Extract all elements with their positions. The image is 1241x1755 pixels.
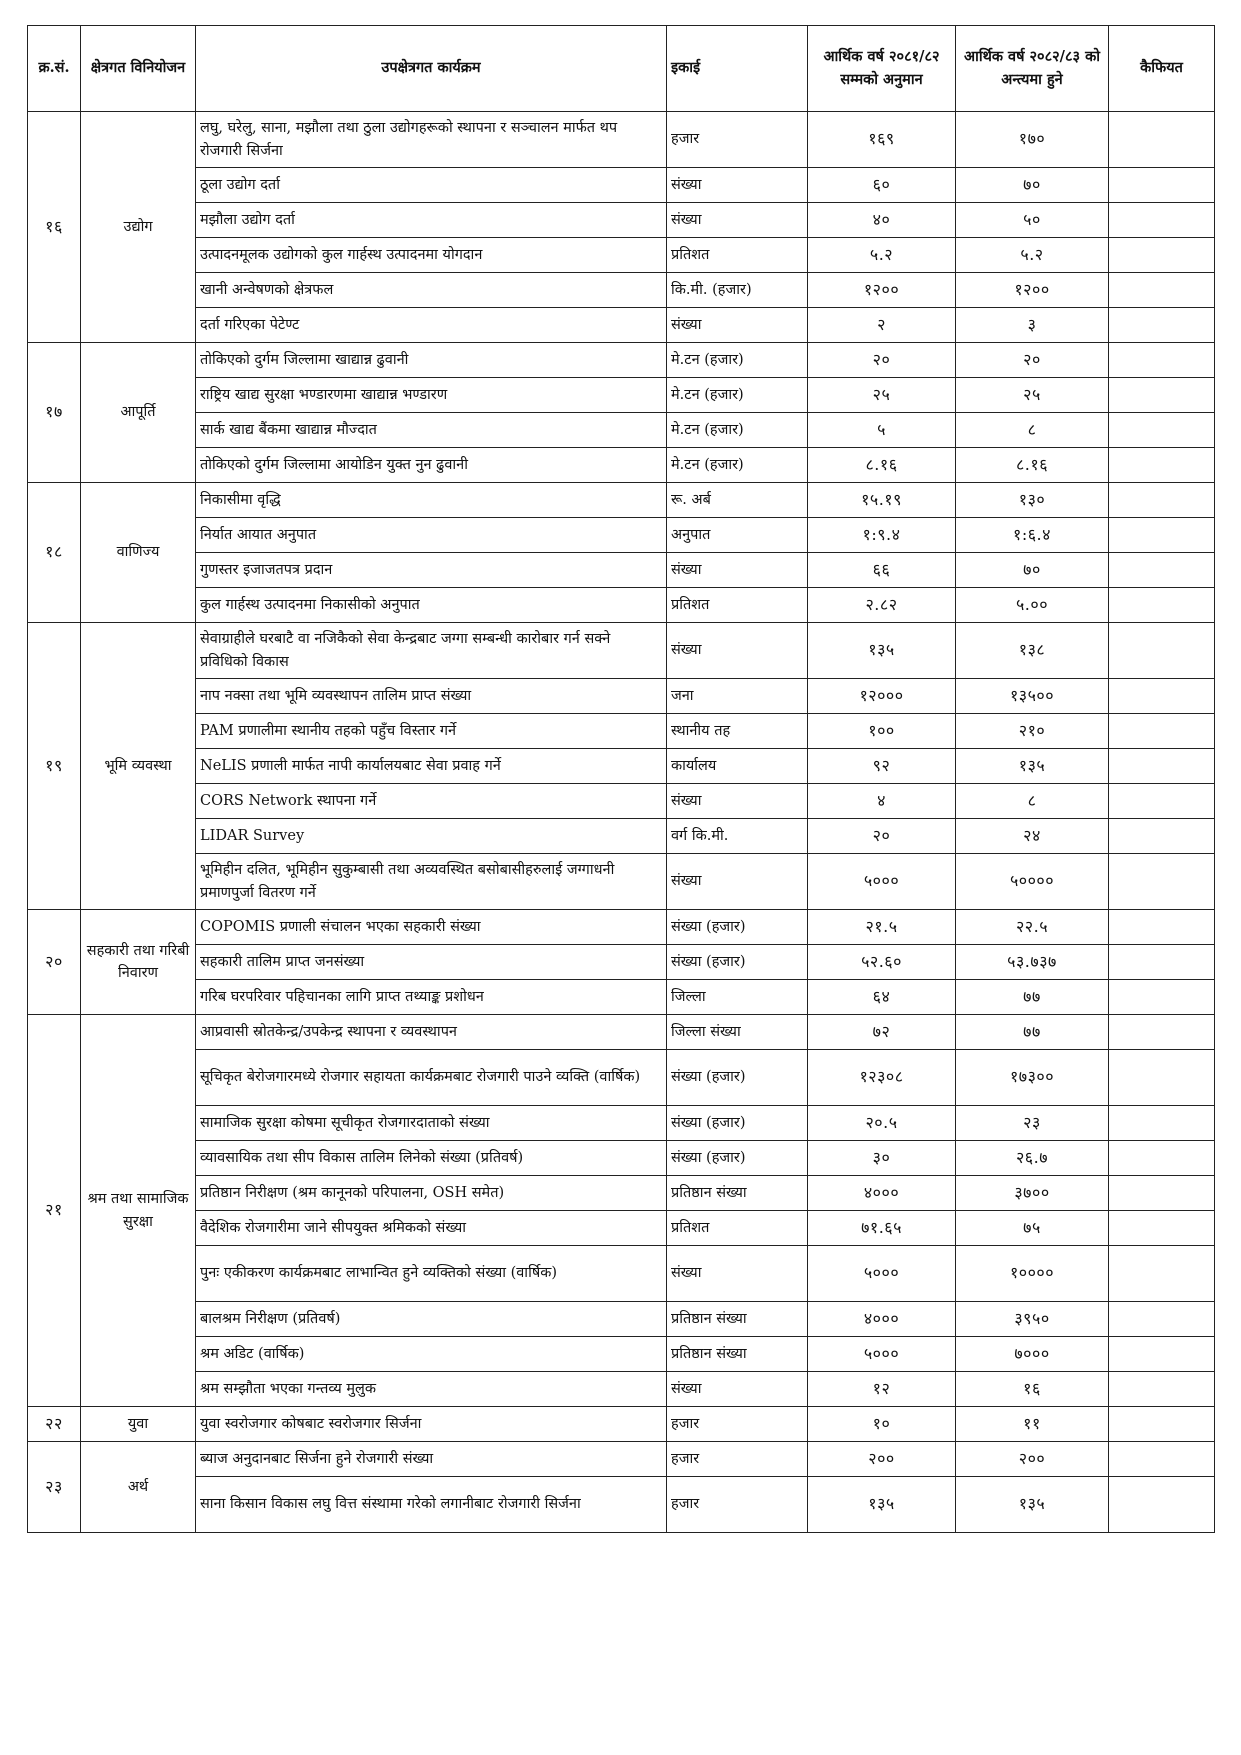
program-name: कुल गार्हस्थ उत्पादनमा निकासीको अनुपात — [196, 588, 667, 623]
remarks-cell — [1109, 343, 1215, 378]
program-name: साना किसान विकास लघु वित्त संस्थामा गरेको लगानीबाट रोजगारी सिर्जना — [196, 1477, 667, 1533]
table-row — [28, 1211, 1215, 1246]
remarks-cell — [1109, 1141, 1215, 1176]
program-name: सेवाग्राहीले घरबाटै वा नजिकैको सेवा केन्द्रबाट जग्गा सम्बन्धी कारोबार गर्न सक्ने प्रविधिको विकास — [196, 623, 667, 679]
target-value: ७० — [956, 168, 1109, 203]
target-value: २० — [956, 343, 1109, 378]
target-value: ७७ — [956, 980, 1109, 1015]
remarks-cell — [1109, 1407, 1215, 1442]
estimate-value: ५२.६० — [808, 945, 956, 980]
table-row — [28, 749, 1215, 784]
remarks-cell — [1109, 448, 1215, 483]
remarks-cell — [1109, 1372, 1215, 1407]
remarks-cell — [1109, 714, 1215, 749]
program-name: PAM प्रणालीमा स्थानीय तहको पहुँच विस्तार गर्ने — [196, 714, 667, 749]
header-sector: क्षेत्रगत विनियोजन — [81, 26, 196, 112]
sector-name: वाणिज्य — [81, 483, 196, 623]
unit-cell: हजार — [667, 1442, 808, 1477]
remarks-cell — [1109, 553, 1215, 588]
unit-cell: जिल्ला संख्या — [667, 1015, 808, 1050]
table-row — [28, 1337, 1215, 1372]
header-target: आर्थिक वर्ष २०८२/८३ को अन्त्यमा हुने — [956, 26, 1109, 112]
program-name: श्रम सम्झौता भएका गन्तव्य मुलुक — [196, 1372, 667, 1407]
target-value: ८ — [956, 784, 1109, 819]
program-name: दर्ता गरिएका पेटेण्ट — [196, 308, 667, 343]
program-name: सहकारी तालिम प्राप्त जनसंख्या — [196, 945, 667, 980]
estimate-value: ४० — [808, 203, 956, 238]
remarks-cell — [1109, 483, 1215, 518]
serial-number: २१ — [28, 1015, 81, 1407]
program-name: सार्क खाद्य बैंकमा खाद्यान्न मौज्दात — [196, 413, 667, 448]
remarks-cell — [1109, 679, 1215, 714]
program-name: नाप नक्सा तथा भूमि व्यवस्थापन तालिम प्राप्त संख्या — [196, 679, 667, 714]
remarks-cell — [1109, 623, 1215, 679]
target-value: ५.०० — [956, 588, 1109, 623]
unit-cell: प्रतिष्ठान संख्या — [667, 1337, 808, 1372]
serial-number: २३ — [28, 1442, 81, 1533]
program-name: LIDAR Survey — [196, 819, 667, 854]
remarks-cell — [1109, 819, 1215, 854]
target-value: १३५ — [956, 1477, 1109, 1533]
target-value: १३५०० — [956, 679, 1109, 714]
sector-name: अर्थ — [81, 1442, 196, 1533]
remarks-cell — [1109, 168, 1215, 203]
table-row — [28, 1050, 1215, 1106]
target-value: २१० — [956, 714, 1109, 749]
estimate-value: २ — [808, 308, 956, 343]
remarks-cell — [1109, 588, 1215, 623]
estimate-value: ९२ — [808, 749, 956, 784]
table-row — [28, 413, 1215, 448]
sector-name: श्रम तथा सामाजिक सुरक्षा — [81, 1015, 196, 1407]
remarks-cell — [1109, 1246, 1215, 1302]
unit-cell: वर्ग कि.मी. — [667, 819, 808, 854]
table-row — [28, 623, 1215, 679]
unit-cell: संख्या (हजार) — [667, 1050, 808, 1106]
table-row — [28, 910, 1215, 945]
target-value: १३५ — [956, 749, 1109, 784]
program-name: सामाजिक सुरक्षा कोषमा सूचीकृत रोजगारदाताको संख्या — [196, 1106, 667, 1141]
unit-cell: संख्या (हजार) — [667, 1106, 808, 1141]
unit-cell: जना — [667, 679, 808, 714]
table-row — [28, 378, 1215, 413]
table-row — [28, 1407, 1215, 1442]
indicator-table — [27, 25, 1215, 1533]
remarks-cell — [1109, 238, 1215, 273]
remarks-cell — [1109, 1211, 1215, 1246]
estimate-value: ३० — [808, 1141, 956, 1176]
target-value: २४ — [956, 819, 1109, 854]
sector-name: युवा — [81, 1407, 196, 1442]
program-name: NeLIS प्रणाली मार्फत नापी कार्यालयबाट सेवा प्रवाह गर्ने — [196, 749, 667, 784]
table-row — [28, 1477, 1215, 1533]
sector-name: भूमि व्यवस्था — [81, 623, 196, 910]
estimate-value: १३५ — [808, 623, 956, 679]
target-value: १६ — [956, 1372, 1109, 1407]
target-value: ५.२ — [956, 238, 1109, 273]
table-row — [28, 1372, 1215, 1407]
target-value: २६.७ — [956, 1141, 1109, 1176]
program-name: गरिब घरपरिवार पहिचानका लागि प्राप्त तथ्याङ्क प्रशोधन — [196, 980, 667, 1015]
estimate-value: १३५ — [808, 1477, 956, 1533]
unit-cell: संख्या — [667, 168, 808, 203]
remarks-cell — [1109, 203, 1215, 238]
table-row — [28, 273, 1215, 308]
unit-cell: हजार — [667, 1407, 808, 1442]
remarks-cell — [1109, 308, 1215, 343]
estimate-value: २०.५ — [808, 1106, 956, 1141]
estimate-value: ५.२ — [808, 238, 956, 273]
program-name: तोकिएको दुर्गम जिल्लामा खाद्यान्न ढुवानी — [196, 343, 667, 378]
target-value: ५०००० — [956, 854, 1109, 910]
estimate-value: १६९ — [808, 112, 956, 168]
unit-cell: अनुपात — [667, 518, 808, 553]
target-value: २५ — [956, 378, 1109, 413]
unit-cell: प्रतिशत — [667, 238, 808, 273]
table-row — [28, 819, 1215, 854]
estimate-value: २१.५ — [808, 910, 956, 945]
estimate-value: २५ — [808, 378, 956, 413]
target-value: १७० — [956, 112, 1109, 168]
table-body — [28, 112, 1215, 1533]
remarks-cell — [1109, 1477, 1215, 1533]
table-row — [28, 483, 1215, 518]
unit-cell: प्रतिशत — [667, 588, 808, 623]
table-row — [28, 238, 1215, 273]
estimate-value: १५.१९ — [808, 483, 956, 518]
serial-number: २२ — [28, 1407, 81, 1442]
remarks-cell — [1109, 1442, 1215, 1477]
serial-number: २० — [28, 910, 81, 1015]
table-row — [28, 1176, 1215, 1211]
program-name: CORS Network स्थापना गर्ने — [196, 784, 667, 819]
header-remarks: कैफियत — [1109, 26, 1215, 112]
unit-cell: मे.टन (हजार) — [667, 448, 808, 483]
estimate-value: २० — [808, 343, 956, 378]
serial-number: १८ — [28, 483, 81, 623]
remarks-cell — [1109, 854, 1215, 910]
program-name: श्रम अडिट (वार्षिक) — [196, 1337, 667, 1372]
program-name: तोकिएको दुर्गम जिल्लामा आयोडिन युक्त नुन ढुवानी — [196, 448, 667, 483]
estimate-value: ६० — [808, 168, 956, 203]
unit-cell: संख्या (हजार) — [667, 910, 808, 945]
target-value: १३० — [956, 483, 1109, 518]
program-name: COPOMIS प्रणाली संचालन भएका सहकारी संख्या — [196, 910, 667, 945]
target-value: १७३०० — [956, 1050, 1109, 1106]
target-value: ७५ — [956, 1211, 1109, 1246]
program-name: खानी अन्वेषणको क्षेत्रफल — [196, 273, 667, 308]
table-row — [28, 168, 1215, 203]
table-row — [28, 1106, 1215, 1141]
unit-cell: जिल्ला — [667, 980, 808, 1015]
estimate-value: ४००० — [808, 1302, 956, 1337]
target-value: ८.१६ — [956, 448, 1109, 483]
remarks-cell — [1109, 1050, 1215, 1106]
header-estimate: आर्थिक वर्ष २०८१/८२ सम्मको अनुमान — [808, 26, 956, 112]
program-name: ब्याज अनुदानबाट सिर्जना हुने रोजगारी संख्या — [196, 1442, 667, 1477]
table-row — [28, 854, 1215, 910]
table-row — [28, 1442, 1215, 1477]
estimate-value: २०० — [808, 1442, 956, 1477]
estimate-value: १२०० — [808, 273, 956, 308]
target-value: ३७०० — [956, 1176, 1109, 1211]
unit-cell: हजार — [667, 112, 808, 168]
remarks-cell — [1109, 749, 1215, 784]
table-row — [28, 980, 1215, 1015]
program-name: पुनः एकीकरण कार्यक्रमबाट लाभान्वित हुने व्यक्तिको संख्या (वार्षिक) — [196, 1246, 667, 1302]
target-value: ३९५० — [956, 1302, 1109, 1337]
unit-cell: संख्या — [667, 1246, 808, 1302]
target-value: ७७ — [956, 1015, 1109, 1050]
header-program: उपक्षेत्रगत कार्यक्रम — [196, 26, 667, 112]
estimate-value: ५००० — [808, 1246, 956, 1302]
unit-cell: संख्या — [667, 784, 808, 819]
table-row — [28, 714, 1215, 749]
remarks-cell — [1109, 1176, 1215, 1211]
header-sn: क्र.सं. — [28, 26, 81, 112]
unit-cell: मे.टन (हजार) — [667, 413, 808, 448]
unit-cell: संख्या — [667, 308, 808, 343]
estimate-value: १२ — [808, 1372, 956, 1407]
program-name: बालश्रम निरीक्षण (प्रतिवर्ष) — [196, 1302, 667, 1337]
estimate-value: ७२ — [808, 1015, 956, 1050]
header-row — [28, 26, 1215, 112]
estimate-value: १२००० — [808, 679, 956, 714]
remarks-cell — [1109, 413, 1215, 448]
estimate-value: ५००० — [808, 854, 956, 910]
program-name: लघु, घरेलु, साना, मझौला तथा ठुला उद्योगहरूको स्थापना र सञ्चालन मार्फत थप रोजगारी सिर्जना — [196, 112, 667, 168]
target-value: ५३.७३७ — [956, 945, 1109, 980]
table-row — [28, 553, 1215, 588]
table-row — [28, 945, 1215, 980]
unit-cell: संख्या (हजार) — [667, 945, 808, 980]
target-value: ८ — [956, 413, 1109, 448]
estimate-value: ५००० — [808, 1337, 956, 1372]
program-name: राष्ट्रिय खाद्य सुरक्षा भण्डारणमा खाद्यान्न भण्डारण — [196, 378, 667, 413]
estimate-value: ५ — [808, 413, 956, 448]
table-row — [28, 679, 1215, 714]
unit-cell: संख्या — [667, 203, 808, 238]
unit-cell: कार्यालय — [667, 749, 808, 784]
sector-name: आपूर्ति — [81, 343, 196, 483]
program-name: निकासीमा वृद्धि — [196, 483, 667, 518]
remarks-cell — [1109, 1302, 1215, 1337]
serial-number: १९ — [28, 623, 81, 910]
estimate-value: १०० — [808, 714, 956, 749]
program-name: सूचिकृत बेरोजगारमध्ये रोजगार सहायता कार्यक्रमबाट रोजगारी पाउने व्यक्ति (वार्षिक) — [196, 1050, 667, 1106]
target-value: २०० — [956, 1442, 1109, 1477]
remarks-cell — [1109, 945, 1215, 980]
sector-name: सहकारी तथा गरिबी निवारण — [81, 910, 196, 1015]
program-name: प्रतिष्ठान निरीक्षण (श्रम कानूनको परिपालना, OSH समेत) — [196, 1176, 667, 1211]
table-row — [28, 1015, 1215, 1050]
table-row — [28, 448, 1215, 483]
target-value: ३ — [956, 308, 1109, 343]
target-value: ७००० — [956, 1337, 1109, 1372]
unit-cell: संख्या — [667, 623, 808, 679]
program-name: आप्रवासी स्रोतकेन्द्र/उपकेन्द्र स्थापना र व्यवस्थापन — [196, 1015, 667, 1050]
target-value: १३८ — [956, 623, 1109, 679]
remarks-cell — [1109, 378, 1215, 413]
sector-name: उद्योग — [81, 112, 196, 343]
unit-cell: कि.मी. (हजार) — [667, 273, 808, 308]
program-name: ठूला उद्योग दर्ता — [196, 168, 667, 203]
estimate-value: ४००० — [808, 1176, 956, 1211]
unit-cell: रू. अर्ब — [667, 483, 808, 518]
estimate-value: २.८२ — [808, 588, 956, 623]
remarks-cell — [1109, 910, 1215, 945]
program-name: निर्यात आयात अनुपात — [196, 518, 667, 553]
estimate-value: १० — [808, 1407, 956, 1442]
target-value: ११ — [956, 1407, 1109, 1442]
target-value: १०००० — [956, 1246, 1109, 1302]
remarks-cell — [1109, 1337, 1215, 1372]
estimate-value: १:९.४ — [808, 518, 956, 553]
program-name: वैदेशिक रोजगारीमा जाने सीपयुक्त श्रमिकको संख्या — [196, 1211, 667, 1246]
unit-cell: प्रतिशत — [667, 1211, 808, 1246]
table-row — [28, 1141, 1215, 1176]
header-unit: इकाई — [667, 26, 808, 112]
unit-cell: हजार — [667, 1477, 808, 1533]
estimate-value: ७१.६५ — [808, 1211, 956, 1246]
serial-number: १७ — [28, 343, 81, 483]
target-value: ७० — [956, 553, 1109, 588]
table-row — [28, 784, 1215, 819]
unit-cell: स्थानीय तह — [667, 714, 808, 749]
remarks-cell — [1109, 1015, 1215, 1050]
unit-cell: मे.टन (हजार) — [667, 343, 808, 378]
remarks-cell — [1109, 518, 1215, 553]
table-row — [28, 588, 1215, 623]
target-value: ५० — [956, 203, 1109, 238]
remarks-cell — [1109, 980, 1215, 1015]
unit-cell: प्रतिष्ठान संख्या — [667, 1176, 808, 1211]
table-row — [28, 308, 1215, 343]
target-value: २२.५ — [956, 910, 1109, 945]
program-name: गुणस्तर इजाजतपत्र प्रदान — [196, 553, 667, 588]
estimate-value: ६४ — [808, 980, 956, 1015]
table-row — [28, 1302, 1215, 1337]
program-name: उत्पादनमूलक उद्योगको कुल गार्हस्थ उत्पादनमा योगदान — [196, 238, 667, 273]
table-row — [28, 343, 1215, 378]
estimate-value: ६६ — [808, 553, 956, 588]
program-name: मझौला उद्योग दर्ता — [196, 203, 667, 238]
program-name: भूमिहीन दलित, भूमिहीन सुकुम्बासी तथा अव्यवस्थित बसोबासीहरुलाई जग्गाधनी प्रमाणपुर्जा वितरण गर्ने — [196, 854, 667, 910]
remarks-cell — [1109, 273, 1215, 308]
remarks-cell — [1109, 1106, 1215, 1141]
remarks-cell — [1109, 784, 1215, 819]
table-row — [28, 112, 1215, 168]
estimate-value: १२३०८ — [808, 1050, 956, 1106]
target-value: १२०० — [956, 273, 1109, 308]
unit-cell: संख्या — [667, 1372, 808, 1407]
table-row — [28, 1246, 1215, 1302]
table-row — [28, 203, 1215, 238]
unit-cell: संख्या — [667, 854, 808, 910]
target-value: १:६.४ — [956, 518, 1109, 553]
program-name: व्यावसायिक तथा सीप विकास तालिम लिनेको संख्या (प्रतिवर्ष) — [196, 1141, 667, 1176]
serial-number: १६ — [28, 112, 81, 343]
program-name: युवा स्वरोजगार कोषबाट स्वरोजगार सिर्जना — [196, 1407, 667, 1442]
unit-cell: संख्या (हजार) — [667, 1141, 808, 1176]
unit-cell: मे.टन (हजार) — [667, 378, 808, 413]
table-row — [28, 518, 1215, 553]
remarks-cell — [1109, 112, 1215, 168]
estimate-value: ४ — [808, 784, 956, 819]
target-value: २३ — [956, 1106, 1109, 1141]
unit-cell: संख्या — [667, 553, 808, 588]
estimate-value: ८.१६ — [808, 448, 956, 483]
estimate-value: २० — [808, 819, 956, 854]
unit-cell: प्रतिष्ठान संख्या — [667, 1302, 808, 1337]
